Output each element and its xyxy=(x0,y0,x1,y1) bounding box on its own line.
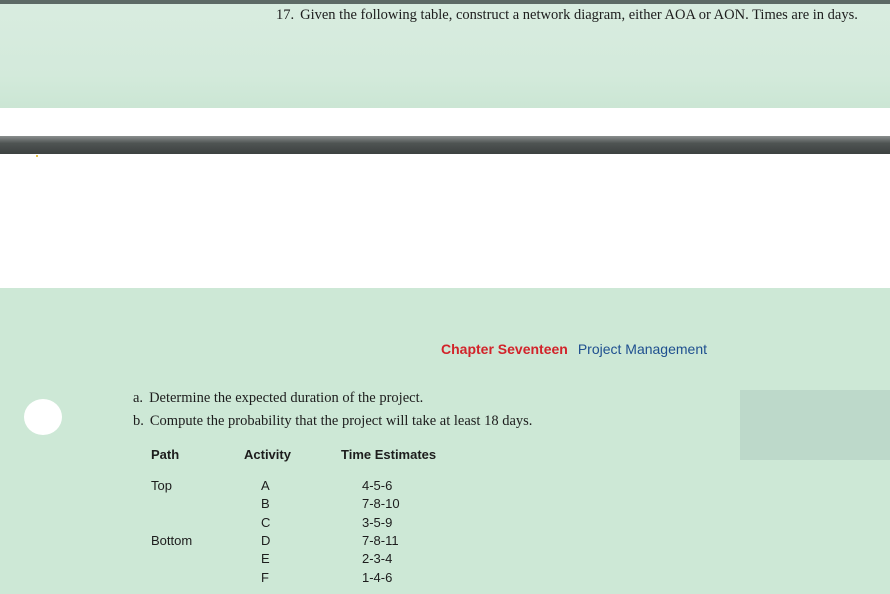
estimate-a: 4-5-6 xyxy=(362,478,393,493)
punch-hole xyxy=(24,399,62,435)
activity-a: A xyxy=(261,478,270,493)
header-activity: Activity xyxy=(244,447,291,462)
sub-question-label: b. xyxy=(133,413,144,429)
sub-question-a xyxy=(133,390,423,407)
sub-question-text: Determine the expected duration of the project. xyxy=(149,390,424,406)
chapter-label: Chapter Seventeen xyxy=(441,341,568,357)
activity-e: E xyxy=(261,551,270,566)
header-time-estimates: Time Estimates xyxy=(341,447,437,462)
estimate-d: 7-8-11 xyxy=(362,533,399,548)
estimate-e: 2-3-4 xyxy=(362,551,393,566)
question-text: Given the following table, construct a network diagram, either AOA or AON. Times are in days. xyxy=(300,7,858,23)
previous-page xyxy=(0,0,890,108)
question-17 xyxy=(276,7,858,24)
activity-c: C xyxy=(261,515,271,530)
header-path: Path xyxy=(151,447,180,462)
sub-question-b xyxy=(133,413,532,430)
bleed-through-box xyxy=(740,390,890,460)
page-edge xyxy=(0,0,890,4)
chapter-header xyxy=(441,341,707,357)
estimate-c: 3-5-9 xyxy=(362,515,393,530)
path-top: Top xyxy=(151,478,172,493)
page-divider xyxy=(0,136,890,154)
question-number: 17. xyxy=(276,7,295,23)
path-bottom: Bottom xyxy=(151,533,193,548)
activity-d: D xyxy=(261,533,271,548)
sub-question-text: Compute the probability that the project will take at least 18 days. xyxy=(149,413,533,429)
speck xyxy=(36,155,38,157)
sub-question-label: a. xyxy=(133,390,144,406)
activity-f: F xyxy=(261,570,269,585)
estimate-f: 1-4-6 xyxy=(362,570,393,585)
chapter-title: Project Management xyxy=(577,341,708,357)
activity-b: B xyxy=(261,496,270,511)
estimate-b: 7-8-10 xyxy=(362,496,400,511)
